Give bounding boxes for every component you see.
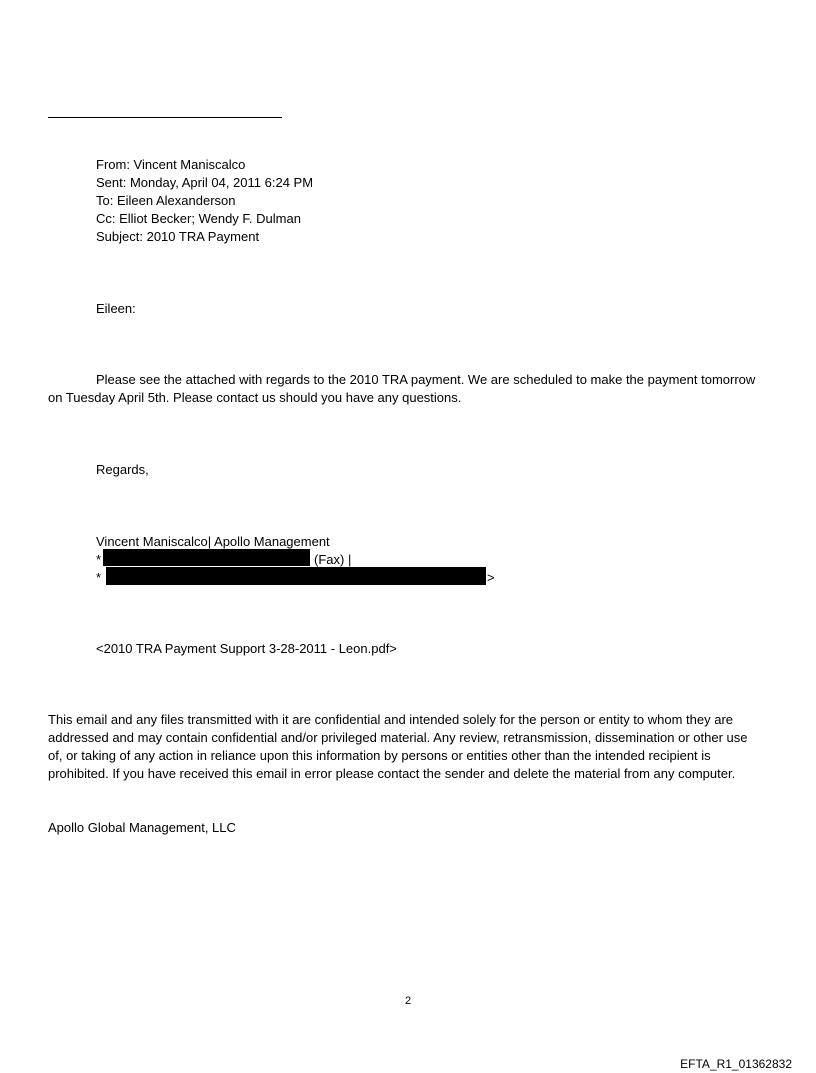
closing: Regards, bbox=[96, 462, 149, 477]
header-to: To: Eileen Alexanderson bbox=[96, 193, 236, 208]
signature-name: Vincent Maniscalco| Apollo Management bbox=[96, 534, 330, 549]
signature-line-2-prefix: * bbox=[96, 552, 102, 567]
header-subject: Subject: 2010 TRA Payment bbox=[96, 229, 260, 244]
header-from: From: Vincent Maniscalco bbox=[96, 157, 246, 172]
company-name: Apollo Global Management, LLC bbox=[48, 820, 236, 835]
body-paragraph bbox=[48, 371, 760, 407]
body-paragraph-text: Please see the attached with regards to the 2010 TRA payment. We are scheduled to make the payment tomorrow on Tuesday April 5th. Please contact us should you have any questions. bbox=[48, 372, 756, 405]
confidentiality-disclaimer: This email and any files transmitted with it are confidential and intended solely for the person or entity to whom they are addressed and may contain confidential and/or privileged material. Any review, retransmission, dissemination or other use of, or taking of any action in reliance upon this information by persons or entities other than the intended recipient is prohibited. If you have received this email in error please contact the sender and delete the material from any computer. bbox=[48, 712, 748, 781]
separator-rule bbox=[48, 117, 282, 118]
signature-line-3-suffix: > bbox=[487, 570, 495, 585]
document-id: EFTA_R1_01362832 bbox=[680, 1057, 792, 1071]
greeting: Eileen: bbox=[96, 301, 136, 316]
signature-line-3-prefix: * bbox=[96, 570, 102, 585]
header-cc: Cc: Elliot Becker; Wendy F. Dulman bbox=[96, 211, 301, 226]
redaction-box bbox=[106, 567, 486, 585]
redaction-box bbox=[103, 549, 310, 566]
signature-line-2-suffix: (Fax) | bbox=[314, 552, 352, 567]
attachment-filename: <2010 TRA Payment Support 3-28-2011 - Leon.pdf> bbox=[96, 641, 397, 656]
page-number: 2 bbox=[404, 995, 412, 1007]
header-sent: Sent: Monday, April 04, 2011 6:24 PM bbox=[96, 175, 314, 190]
